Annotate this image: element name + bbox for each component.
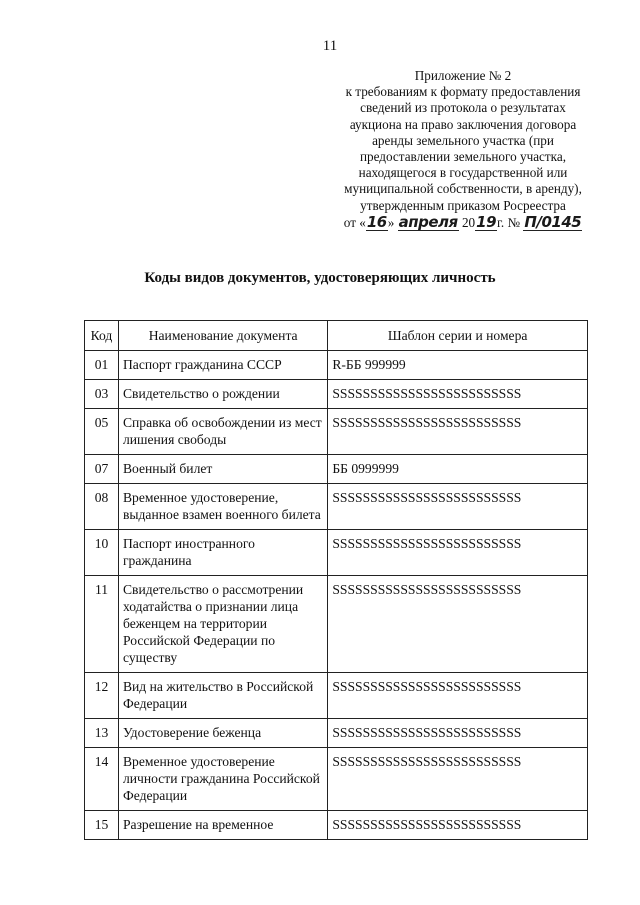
row-name: Паспорт гражданина СССР (118, 351, 327, 380)
row-template: SSSSSSSSSSSSSSSSSSSSSSSSS (328, 811, 588, 840)
document-codes-table (84, 320, 588, 840)
row-code: 13 (85, 719, 119, 748)
page-number: 11 (322, 38, 338, 54)
row-code: 08 (85, 484, 119, 530)
column-header-name: Наименование документа (118, 321, 327, 351)
row-name: Временное удостоверение личности гражданина Российской Федерации (118, 748, 327, 811)
appendix-line: находящегося в государственной или (358, 165, 568, 181)
row-name: Справка об освобождении из мест лишения свободы (118, 409, 327, 455)
appendix-line: сведений из протокола о результатах (360, 100, 566, 116)
row-code: 11 (85, 576, 119, 673)
appendix-block (318, 68, 608, 231)
handwritten-year: 19 (476, 212, 497, 231)
appendix-line: Приложение № 2 (414, 68, 512, 83)
table-header-row (85, 321, 588, 351)
row-code: 07 (85, 455, 119, 484)
row-name: Паспорт иностранного гражданина (118, 530, 327, 576)
row-name: Временное удостоверение, выданное взамен военного билета (118, 484, 327, 530)
appendix-line: к требованиям к формату предоставления (345, 84, 581, 100)
appendix-line: предоставлении земельного участка, (359, 149, 567, 165)
row-code: 01 (85, 351, 119, 380)
table-row (85, 530, 588, 576)
table-row (85, 673, 588, 719)
table-row (85, 409, 588, 455)
table-row (85, 380, 588, 409)
row-name: Свидетельство о рождении (118, 380, 327, 409)
row-template: ББ 0999999 (328, 455, 588, 484)
row-code: 05 (85, 409, 119, 455)
appendix-line: аренды земельного участка (при (372, 132, 554, 148)
row-name: Удостоверение беженца (118, 719, 327, 748)
order-date-line (318, 214, 608, 231)
row-template: SSSSSSSSSSSSSSSSSSSSSSSSS (328, 719, 588, 748)
table-row (85, 484, 588, 530)
table-row (85, 576, 588, 673)
row-name: Свидетельство о рассмотрении ходатайства о признании лица беженцем на территории Российской Федерации по существу (118, 576, 327, 673)
order-prefix: от « (343, 214, 366, 230)
order-mid: » (387, 214, 398, 230)
row-code: 03 (85, 380, 119, 409)
row-code: 12 (85, 673, 119, 719)
row-template: R-ББ 999999 (328, 351, 588, 380)
row-name: Вид на жительство в Российской Федерации (118, 673, 327, 719)
handwritten-day: 16 (366, 212, 387, 231)
row-code: 10 (85, 530, 119, 576)
row-template: SSSSSSSSSSSSSSSSSSSSSSSSS (328, 530, 588, 576)
row-code: 14 (85, 748, 119, 811)
table-row (85, 748, 588, 811)
row-name: Военный билет (118, 455, 327, 484)
row-name: Разрешение на временное (118, 811, 327, 840)
table-row (85, 351, 588, 380)
row-template: SSSSSSSSSSSSSSSSSSSSSSSSS (328, 484, 588, 530)
appendix-line: муниципальной собственности, в аренду), (344, 181, 582, 197)
row-template: SSSSSSSSSSSSSSSSSSSSSSSSS (328, 576, 588, 673)
appendix-line: аукциона на право заключения договора (349, 116, 577, 132)
row-code: 15 (85, 811, 119, 840)
row-template: SSSSSSSSSSSSSSSSSSSSSSSSS (328, 380, 588, 409)
order-number-prefix: г. № (497, 214, 524, 230)
column-header-code: Код (85, 321, 119, 351)
row-template: SSSSSSSSSSSSSSSSSSSSSSSSS (328, 409, 588, 455)
document-title: Коды видов документов, удостоверяющих личность (144, 270, 496, 286)
row-template: SSSSSSSSSSSSSSSSSSSSSSSSS (328, 673, 588, 719)
handwritten-order-number: П/0145 (524, 212, 582, 231)
row-template: SSSSSSSSSSSSSSSSSSSSSSSSS (328, 748, 588, 811)
appendix-line: утвержденным приказом Росреестра (360, 197, 566, 213)
handwritten-month: апреля (398, 212, 458, 231)
order-year-prefix: 20 (458, 214, 476, 230)
table-row (85, 811, 588, 840)
table-row (85, 719, 588, 748)
table-row (85, 455, 588, 484)
column-header-template: Шаблон серии и номера (328, 321, 588, 351)
